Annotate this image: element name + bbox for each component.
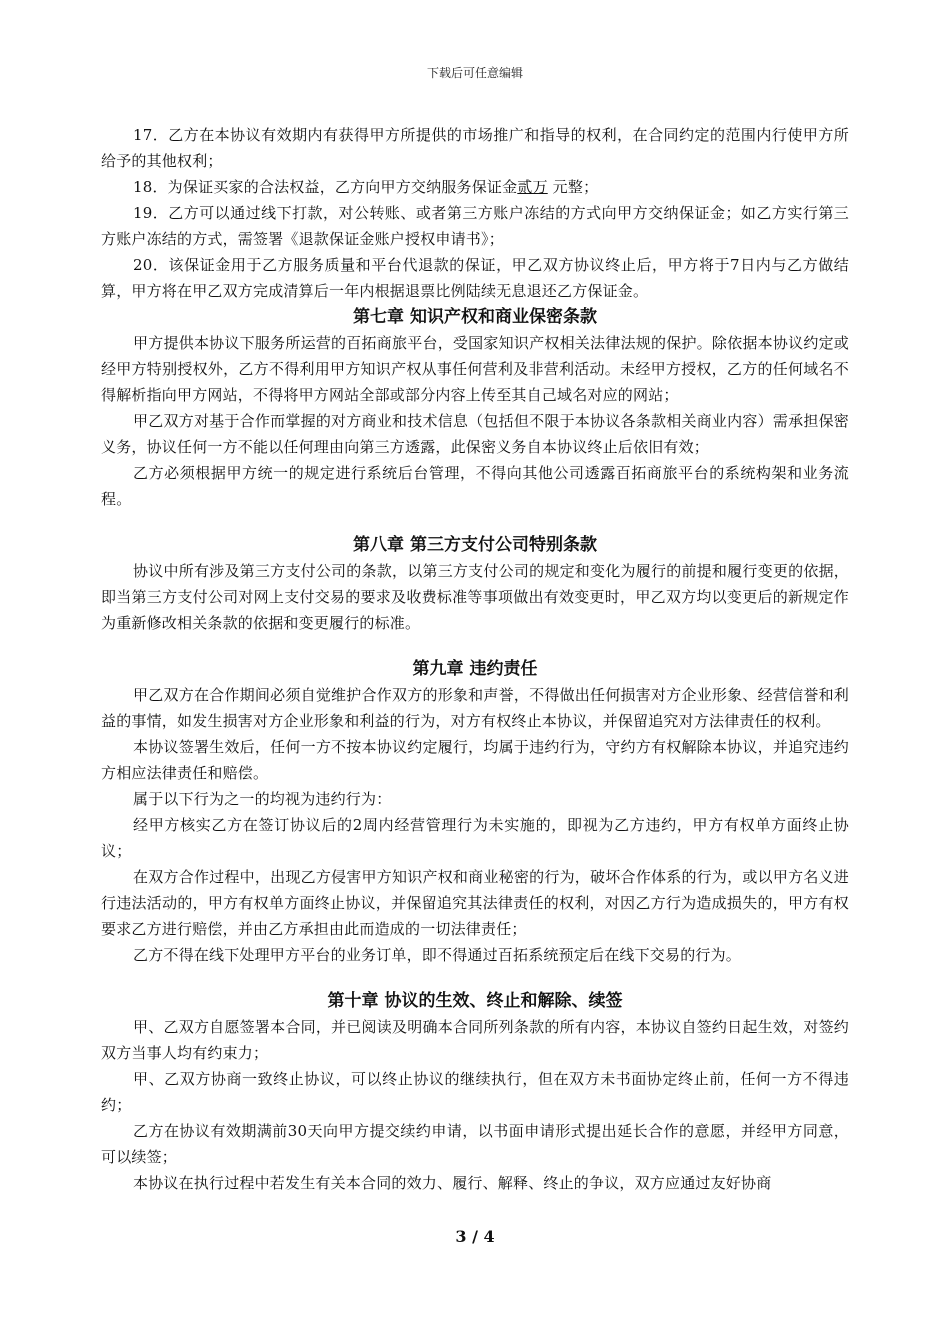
chapter-10-paragraph: 甲、乙双方自愿签署本合同，并已阅读及明确本合同所列条款的所有内容，本协议自签约日起生效，对签约双方当事人均有约束力； (101, 1018, 849, 1062)
chapter-9-paragraph: 本协议签署生效后，任何一方不按本协议约定履行，均属于违约行为，守约方有权解除本协议，并追究违约方相应法律责任和赔偿。 (101, 738, 849, 782)
chapter-9-paragraph: 甲乙双方在合作期间必须自觉维护合作双方的形象和声誉，不得做出任何损害对方企业形象、经营信誉和利益的事情，如发生损害对方企业形象和利益的行为，对方有权终止本协议，并保留追究对方法律责任的权利。 (101, 686, 849, 730)
chapter-10-paragraph: 甲、乙双方协商一致终止协议，可以终止协议的继续执行，但在双方未书面协定终止前，任何一方不得违约； (101, 1070, 849, 1114)
chapter-8-paragraph: 协议中所有涉及第三方支付公司的条款，以第三方支付公司的规定和变化为履行的前提和履行变更的依据，即当第三方支付公司对网上支付交易的要求及收费标准等事项做出有效变更时，甲乙双方均以变更后的新规定作为重新修改相关条款的依据和变更履行的标准。 (101, 562, 849, 632)
chapter-10-paragraph: 本协议在执行过程中若发生有关本合同的效力、履行、解释、终止的争议，双方应通过友好协商 (133, 1174, 772, 1192)
chapter-9-paragraph: 乙方不得在线下处理甲方平台的业务订单，即不得通过百拓系统预定后在线下交易的行为。 (133, 946, 742, 964)
chapter-10-paragraph: 乙方在协议有效期满前30天向甲方提交续约申请，以书面申请形式提出延长合作的意愿，并经甲方同意，可以续签； (101, 1122, 849, 1166)
chapter-9-paragraph: 在双方合作过程中，出现乙方侵害甲方知识产权和商业秘密的行为，破坏合作体系的行为，或以甲方名义进行违法活动的，甲方有权单方面终止协议，并保留追究其法律责任的权利，对因乙方行为造成损失的，甲方有权要求乙方进行赔偿，并由乙方承担由此而造成的一切法律责任； (101, 868, 849, 938)
clause-18-text: 18．为保证买家的合法权益，乙方向甲方交纳服务保证金 (133, 178, 518, 196)
chapter-10-title: 第十章 协议的生效、终止和解除、续签 (327, 991, 623, 1011)
chapter-7-title: 第七章 知识产权和商业保密条款 (353, 307, 597, 327)
clause-17: 17．乙方在本协议有效期内有获得甲方所提供的市场推广和指导的权利，在合同约定的范围内行使甲方所给予的其他权利； (101, 126, 849, 170)
chapter-9-paragraph: 属于以下行为之一的均视为违约行为： (133, 790, 392, 808)
page-header: 下载后可任意编辑 (426, 66, 523, 80)
document-body (101, 122, 849, 1196)
clause-19: 19．乙方可以通过线下打款，对公转账、或者第三方账户冻结的方式向甲方交纳保证金；如乙方实行第三方账户冻结的方式，需签署《退款保证金账户授权申请书》； (101, 204, 849, 248)
chapter-9-paragraph: 经甲方核实乙方在签订协议后的2周内经营管理行为未实施的，即视为乙方违约，甲方有权单方面终止协议； (101, 816, 849, 860)
clause-20: 20．该保证金用于乙方服务质量和平台代退款的保证，甲乙双方协议终止后，甲方将于7日内与乙方做结算，甲方将在甲乙双方完成清算后一年内根据退票比例陆续无息退还乙方保证金。 (101, 256, 849, 300)
deposit-amount: 贰万 (517, 178, 548, 196)
page-number: 3 / 4 (455, 1227, 495, 1246)
chapter-7-paragraph: 甲乙双方对基于合作而掌握的对方商业和技术信息（包括但不限于本协议各条款相关商业内容）需承担保密义务，协议任何一方不能以任何理由向第三方透露，此保密义务自本协议终止后依旧有效； (101, 412, 849, 456)
chapter-7-paragraph: 甲方提供本协议下服务所运营的百拓商旅平台，受国家知识产权相关法律法规的保护。除依据本协议约定或经甲方特别授权外，乙方不得利用甲方知识产权从事任何营利及非营利活动。未经甲方授权，乙方的任何域名不得解析指向甲方网站，不得将甲方网站全部或部分内容上传至其自己域名对应的网站； (101, 334, 849, 404)
chapter-8-title: 第八章 第三方支付公司特别条款 (353, 535, 597, 555)
chapter-9-title: 第九章 违约责任 (412, 659, 538, 679)
clause-18 (101, 174, 849, 200)
clause-18-suffix: 元整； (552, 178, 599, 196)
chapter-7-paragraph: 乙方必须根据甲方统一的规定进行系统后台管理，不得向其他公司透露百拓商旅平台的系统构架和业务流程。 (101, 464, 849, 508)
